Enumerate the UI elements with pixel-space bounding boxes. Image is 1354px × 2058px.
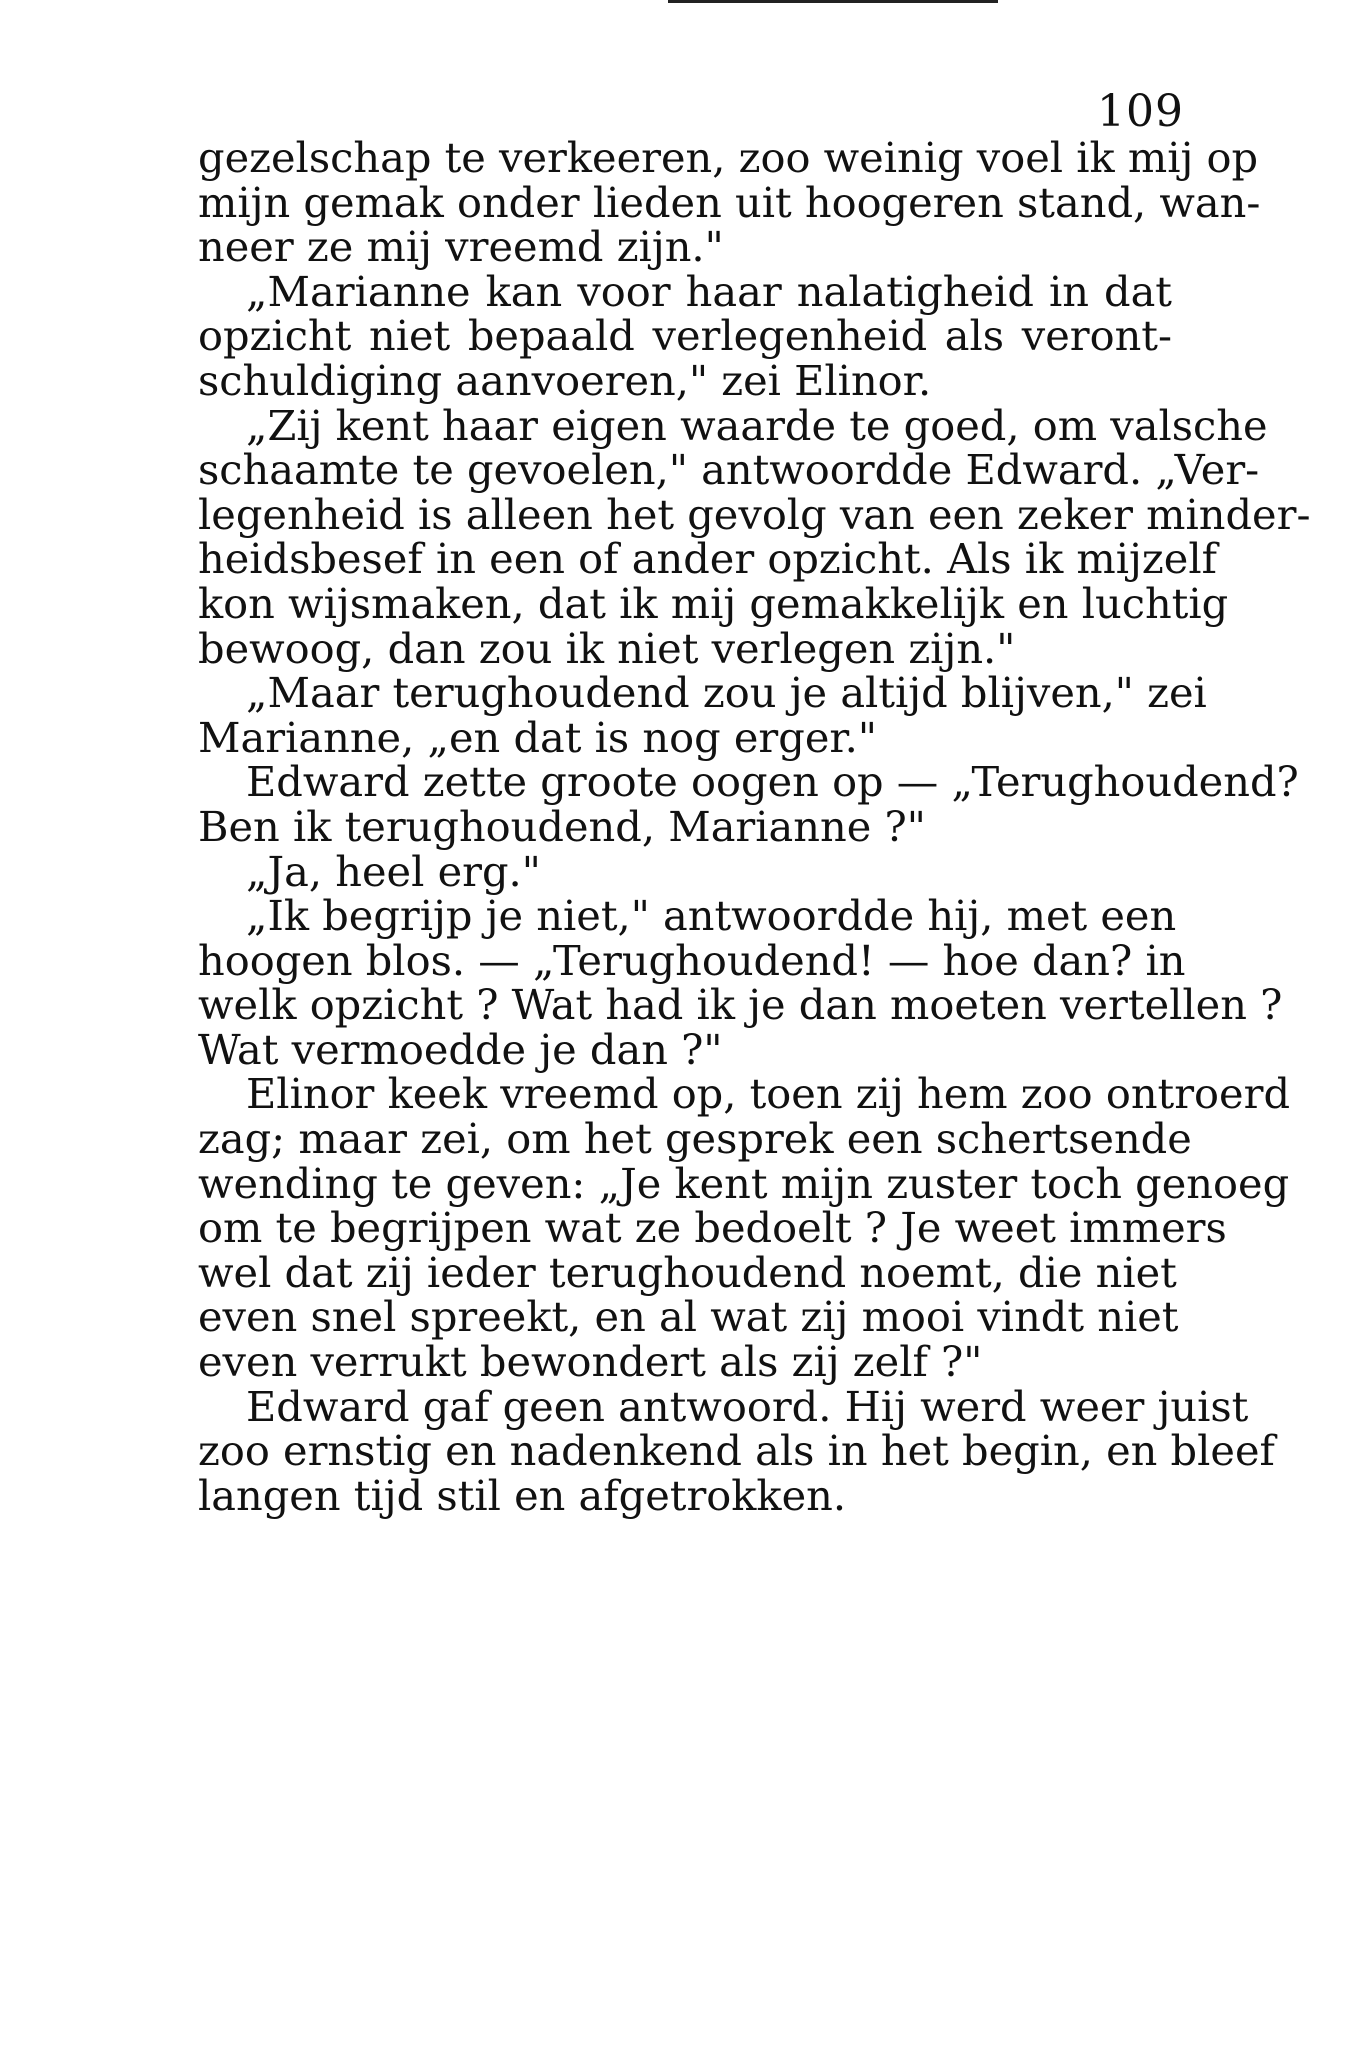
text-line: welk opzicht ? Wat had ik je dan moeten vertellen ? <box>198 980 1283 1030</box>
text-line: even verrukt bewondert als zij zelf ?" <box>198 1337 983 1387</box>
text-line: legenheid is alleen het gevolg van een zeker minder- <box>198 489 1311 539</box>
text-line: om te begrijpen wat ze bedoelt ? Je weet immers <box>198 1203 1227 1253</box>
text-line: zoo ernstig en nadenkend als in het begin, en bleef <box>198 1426 1275 1476</box>
text-line: schaamte te gevoelen," antwoordde Edward. „Ver- <box>198 445 1260 495</box>
text-line: schuldiging aanvoeren," zei Elinor. <box>198 355 932 405</box>
text-line: Marianne, „en dat is nog erger." <box>198 712 877 762</box>
text-line: „Marianne kan voor haar nalatigheid in dat <box>246 266 1172 316</box>
top-rule <box>668 0 998 3</box>
text-line: Edward zette groote oogen op — „Terughoudend? <box>246 757 1299 807</box>
text-line: „Ik begrijp je niet," antwoordde hij, met een <box>246 891 1177 941</box>
text-line: Ben ik terughoudend, Marianne ?" <box>198 801 926 851</box>
body-text <box>198 133 1311 1520</box>
text-line: opzicht niet bepaald verlegenheid als veront- <box>198 311 1172 361</box>
text-line: „Ja, heel erg." <box>246 846 541 896</box>
text-line: even snel spreekt, en al wat zij mooi vindt niet <box>198 1292 1179 1342</box>
text-line: langen tijd stil en afgetrokken. <box>198 1470 847 1520</box>
text-line: neer ze mij vreemd zijn." <box>198 222 724 272</box>
text-line: zag; maar zei, om het gesprek een schertsende <box>198 1114 1192 1164</box>
text-line: „Zij kent haar eigen waarde te goed, om valsche <box>246 400 1268 450</box>
text-line: mijn gemak onder lieden uit hoogeren stand, wan- <box>198 177 1261 227</box>
text-line: wel dat zij ieder terughoudend noemt, die niet <box>198 1247 1177 1297</box>
text-line: gezelschap te verkeeren, zoo weinig voel ik mij op <box>198 133 1259 182</box>
text-line: wending te geven: „Je kent mijn zuster toch genoeg <box>198 1158 1290 1208</box>
text-line: Edward gaf geen antwoord. Hij werd weer juist <box>246 1381 1249 1431</box>
text-line: hoogen blos. — „Terughoudend! — hoe dan? in <box>198 935 1186 985</box>
text-line: Elinor keek vreemd op, toen zij hem zoo ontroerd <box>246 1069 1291 1119</box>
text-line: „Maar terughoudend zou je altijd blijven," zei <box>246 668 1207 718</box>
text-line: kon wijsmaken, dat ik mij gemakkelijk en luchtig <box>198 578 1229 628</box>
text-line: Wat vermoedde je dan ?" <box>198 1024 723 1074</box>
text-line: heidsbesef in een of ander opzicht. Als ik mijzelf <box>198 534 1217 584</box>
page-number: 109 <box>1097 86 1184 137</box>
text-line: bewoog, dan zou ik niet verlegen zijn." <box>198 623 1016 673</box>
